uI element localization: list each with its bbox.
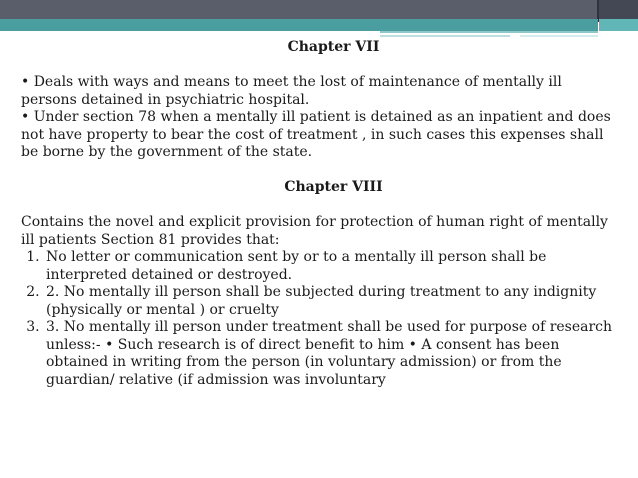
header-bar-dark-right (598, 0, 638, 19)
list-item: 2. 2. No mentally ill person shall be subjected during treatment to any indignity (physically or mental ) or cruelty (44, 284, 621, 319)
list-item: 3. 3. No mentally ill person under treatment shall be used for purpose of research unless:- • Such research is of direct benefit to him • A consent has been obtained in writing from the person (in voluntary admission) or from the guardian/ relative (if admission was involuntary (44, 319, 621, 389)
slide-body (21, 39, 621, 389)
header-bar-teal (0, 19, 598, 31)
header-accent-line (380, 31, 598, 33)
header-accent-line-3 (520, 35, 598, 37)
chapter-vii-point-2: • Under section 78 when a mentally ill patient is detained as an inpatient and does not have property to bear the cost of treatment , in such cases this expenses shall be borne by the government of the state. (21, 109, 611, 160)
header-bar-dark (0, 0, 598, 19)
list-item: 1. No letter or communication sent by or to a mentally ill person shall be interpreted detained or destroyed. (44, 249, 621, 284)
header-accent-line-2 (380, 35, 510, 37)
chapter-viii-list (21, 249, 621, 389)
chapter-vii-point-1: • Deals with ways and means to meet the lost of maintenance of mentally ill persons detained in psychiatric hospital. (21, 74, 562, 108)
header-bar-teal-right (599, 19, 638, 31)
chapter-viii-heading: Chapter VIII (284, 179, 383, 195)
chapter-viii-intro: Contains the novel and explicit provision for protection of human right of mentally ill patients Section 81 provides that: (21, 214, 608, 248)
chapter-vii-heading: Chapter VII (287, 39, 380, 55)
